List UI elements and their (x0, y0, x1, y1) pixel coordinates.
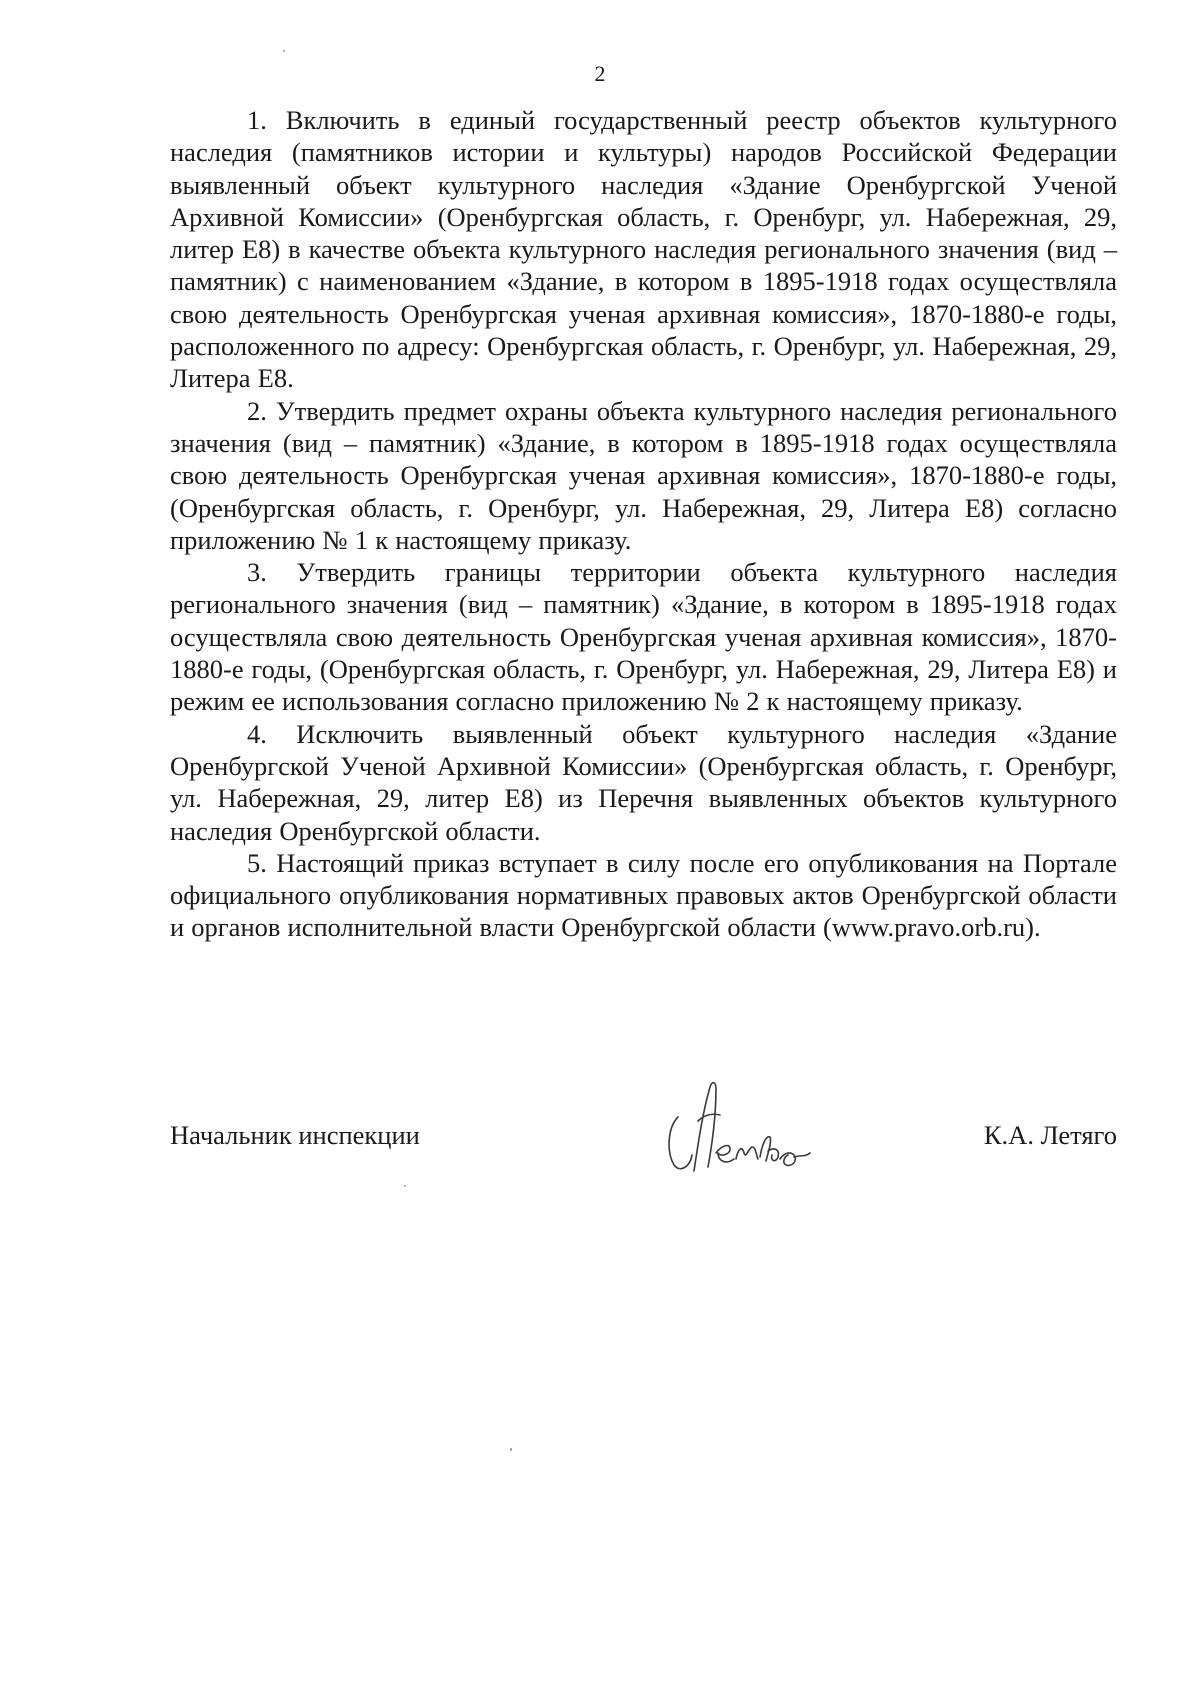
paragraph-4: 4. Исключить выявленный объект культурного наследия «Здание Оренбургской Ученой Архивной Комиссии» (Оренбургская область, г. Оренбург, ул. Набережная, 29, литер Е8) из Перечня выявленных объектов культурного наследия Оренбургской области. (170, 718, 1117, 846)
scan-artifact (283, 50, 285, 52)
signatory-position: Начальник инспекции (170, 1120, 420, 1150)
paragraph-2: 2. Утвердить предмет охраны объекта культурного наследия регионального значения (вид – памятник) «Здание, в котором в 1895-1918 годах осуществляла свою деятельность Оренбургская ученая архивная комиссия», 1870-1880-е годы, (Оренбургская область, г. Оренбург, ул. Набережная, 29, Литера Е8) согласно приложению № 1 к настоящему приказу. (170, 395, 1117, 555)
scan-artifact (510, 1448, 512, 1451)
paragraph-3: 3. Утвердить границы территории объекта культурного наследия регионального значения (вид – памятник) «Здание, в котором в 1895-1918 годах осуществляла свою деятельность Оренбургская ученая архивная комиссия», 1870-1880-е годы, (Оренбургская область, г. Оренбург, ул. Набережная, 29, Литера Е8) и режим ее использования согласно приложению № 2 к настоящему приказу. (170, 557, 1117, 717)
signatory-name: К.А. Летяго (983, 1120, 1117, 1150)
handwritten-signature (650, 1075, 840, 1185)
paragraph-1: 1. Включить в единый государственный реестр объектов культурного наследия (памятников истории и культуры) народов Российской Федерации выявленный объект культурного наследия «Здание Оренбургской Ученой Архивной Комиссии» (Оренбургская область, г. Оренбург, ул. Набережная, 29, литер Е8) в качестве объекта культурного наследия регионального значения (вид – памятник) с наименованием «Здание, в котором в 1895-1918 годах осуществляла свою деятельность Оренбургская ученая архивная комиссия», 1870-1880-е годы, расположенного по адресу: Оренбургская область, г. Оренбург, ул. Набережная, 29, Литера Е8. (170, 105, 1117, 394)
signature-block (170, 1095, 1117, 1205)
scan-artifact (404, 1185, 406, 1187)
paragraph-5: 5. Настоящий приказ вступает в силу после его опубликования на Портале официального опубликования нормативных правовых актов Оренбургской области и органов исполнительной власти Оренбургской области (www.pravo.orb.ru). (170, 847, 1117, 943)
page-number: 2 (594, 61, 606, 86)
document-body (170, 104, 1117, 944)
